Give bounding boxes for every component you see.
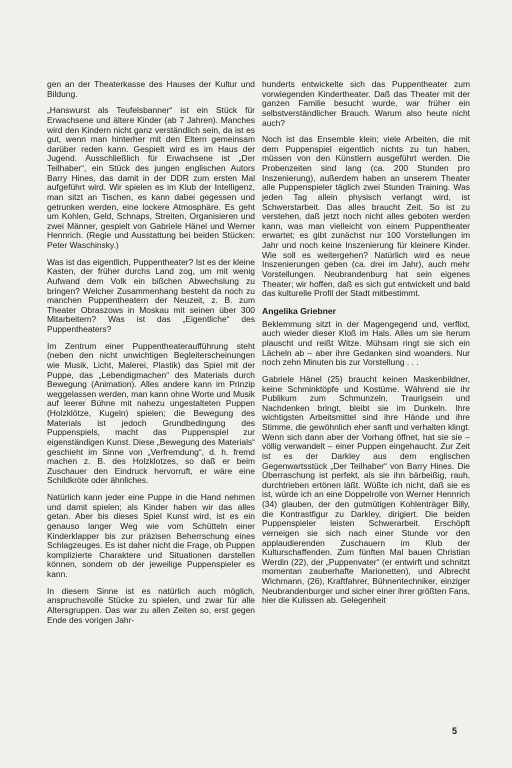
paragraph: Natürlich kann jeder eine Puppe in die Hand nehmen und damit spielen; als Kinder haben wir das alles getan. Aber bis dieses Spiel Kunst wird, ist es ein genauso langer Weg wie vom Schütteln einer Kinderklapper bis zur präzisen Beherrschung eines Schlagzeuges. Es ist daher nicht die Frage, ob Puppen komplizierte Charaktere und Situationen darstellen können, sondern ob der jeweilige Puppenspieler es kann. [47,492,255,579]
page-number: 5 [452,726,458,736]
paragraph: In diesem Sinne ist es natürlich auch möglich, anspruchsvolle Stücke zu spielen, und zwar für alle Altersgruppen. Das war zu allen Zeiten so, erst gegen Ende des vorigen Jahr- [47,585,255,625]
paragraph: Gabriele Hänel (25) braucht keinen Maskenbildner, keine Schminktöpfe und Kostüme. Während sie ihr Publikum zum Schmunzeln, Traurigsein und Nachdenken bringt, bleibt sie im Dunkeln. Ihre wichtigsten Arbeitsmittel sind ihre Hände und ihre Stimme, die gewöhnlich eher sanft und verhalten klingt. Wenn sich dann aber der Vorhang öffnet, hat sie sie – völlig verwandelt – einer Puppen eingehaucht. Zur Zeit ist es der Darkley aus dem englischen Gegenwartsstück „Der Teilhaber“ von Barry Hines. Die Überraschung ist perfekt, als sie ihn bärbeißig, rauh, durchtrieben ertönen läßt. Wüßte ich nicht, daß sie es ist, würde ich an eine Doppelrolle von Werner Hennrich (34) glauben, der den gutmütigen Kohlenträger Billy, die Kontrastfigur zu Darkley, dirigiert. Die beiden Puppenspieler leisten Schwerarbeit. Erschöpft verneigen sie sich nach einer Stunde vor den applaudierenden Zuschauern im Klub der Kulturschaffenden. Zum fünften Mal bauen Christian Werdin (22), der „Puppenvater“ (er entwirft und schnitzt momentan zauberhafte Marionetten), und Albrecht Wichmann, (26), Kraftfahrer, Bühnentechniker, einziger Neubrandenburger und sicher einer ihrer größten Fans, hier die Kulissen ab. Gelegenheit [262,373,470,606]
author-heading: Angelika Griebner [262,305,337,316]
paragraph: Im Zentrum einer Puppentheateraufführung steht (neben den nicht unwichtigen Begleiterscheinungen wie Musik, Licht, Malerei, Plastik) das Spiel mit der Puppe, das „Lebendigmachen“ des Materials durch Bewegung (Animation). Alles andere kann im Prinzip weggelassen werden, man kann ohne Worte und Musik auf leerer Bühne mit nahezu ungestalteten Puppen (Holzklötze, Kugeln) spielen; die Bewegung des Materials ist jedoch Grundbedingung des Puppenspiels, macht das Puppenspiel zur eigenständigen Kunst. Diese „Bewegung des Materials“ geschieht im Sinne von „Verfremdung“, d. h. fremd machen z. B. des Holzklotzes, so daß er beim Zuschauer den Eindruck hervorruft, er wäre eine Schildkröte oder ähnliches. [47,340,255,486]
left-column [47,80,255,632]
paragraph: „Hanswurst als Teufelsbanner“ ist ein Stück für Erwachsene und ältere Kinder (ab 7 Jahren). Manches wird den Kindern nicht ganz verständlich sein, da ist es gut, wenn man hinterher mit den Eltern gemeinsam darüber reden kann. Gespielt wird es im Haus der Jugend. Ausschließlich für Erwachsene ist „Der Teilhaber“, ein Stück des jungen englischen Autors Barry Hines, das damit in der DDR zum ersten Mal aufgeführt wird. Wir spielen es im Klub der Intelligenz, man sitzt an Tischen, es kann dabei gegessen und getrunken werden, eine lockere Atmosphäre. Es geht um Kohlen, Geld, Schnaps, Streiten, Organisieren und zwei Männer, gespielt von Gabriele Hänel und Werner Hennrich. (Regie und Ausstattung bei beiden Stücken: Peter Waschinsky.) [47,105,255,250]
paragraph: Beklemmung sitzt in der Magengegend und, verflixt, auch wieder dieser Kloß im Hals. Alles um sie herum plauscht und reißt Witze. Mühsam ringt sie sich ein Lächeln ab – aber ihre Gedanken sind woanders. Nur noch zehn Minuten bis zur Vorstellung . . . [262,318,470,368]
right-column [262,80,470,613]
paragraph: hunderts entwickelte sich das Puppentheater zum vorwiegenden Kindertheater. Daß das Theater mit der ganzen Familie besucht wurde, war früher ein selbstverständlicher Brauch. Warum also heute nicht auch? [262,79,470,128]
paragraph: Noch ist das Ensemble klein; viele Arbeiten, die mit dem Puppenspiel eigentlich nichts zu tun haben, müssen von den Künstlern ausgeführt werden. Die Probenzeiten sind lang (ca. 200 Stunden pro Inszenierung), außerdem haben an unserem Theater alle Puppenspieler täglich zwei Stunden Training. Was jeden Tag allein physisch verlangt wird, ist Schwerstarbeit. Das alles braucht Zeit. So ist zu verstehen, daß jetzt noch nicht alles geboten werden kann, was man vielleicht von einem Puppentheater erwartet; es gibt zunächst nur 100 Vorstellungen im Jahr und noch keine Inszenierung für kleinere Kinder. Wie soll es weitergehen? Natürlich wird es neue Inszenierungen geben (ca. drei im Jahr), auch mehr Vorstellungen. Neubrandenburg hat sein eigenes Theater; wir hoffen, daß es sich gut entwickelt und bald das kulturelle Profil der Stadt mitbestimmt. [262,134,470,299]
paragraph: gen an der Theaterkasse des Hauses der Kultur und Bildung. [47,79,255,99]
paragraph: Was ist das eigentlich, Puppentheater? Ist es der kleine Kasten, der früher durchs Land zog, um mit wenig Aufwand dem Volk ein bißchen Abwechslung zu bringen? Welcher Zusammenhang besteht da noch zu manchen Puppentheatern der Neuzeit, z. B. zum Theater Obraszows in Moskau mit seinen über 300 Mitarbeitern? Was ist das „Eigentliche“ des Puppentheaters? [47,256,255,334]
